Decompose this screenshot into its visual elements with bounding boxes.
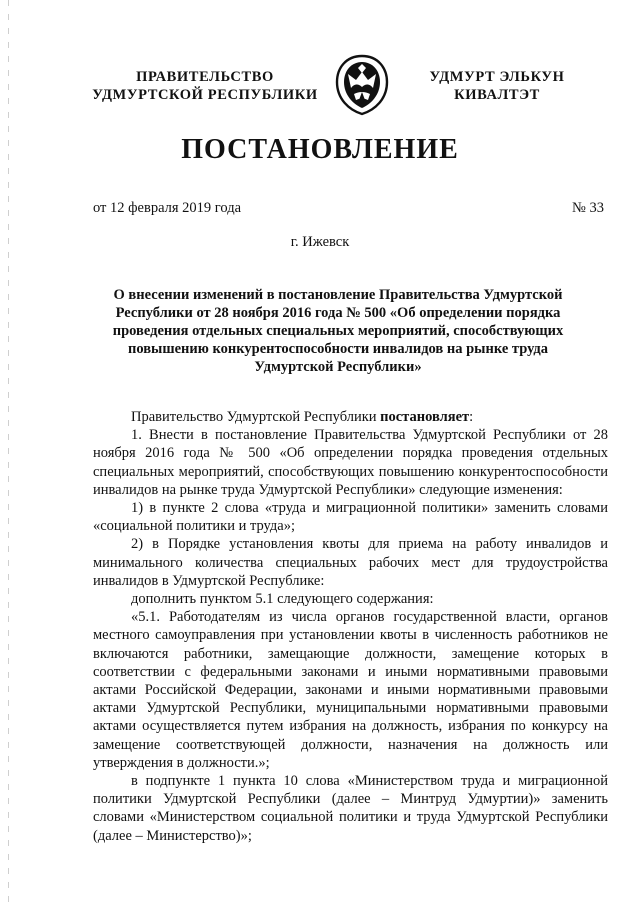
body-paragraph: 2) в Порядке установления квоты для приема на работу инвалидов и минимального количества специальных рабочих мест для трудоустройства инвалидов в Удмуртской Республике:: [93, 536, 608, 589]
body-paragraph: в подпункте 1 пункта 10 слова «Министерством труда и миграционной политики Удмуртской Республики (далее – Минтруд Удмуртии)» заменить словами «Министерством социальной политики и труда Удмуртской Республики (далее – Министерство)»;: [93, 773, 608, 844]
document-city: г. Ижевск: [290, 234, 350, 250]
document-number: № 33: [572, 200, 604, 216]
header-left-line1: ПРАВИТЕЛЬСТВО: [136, 69, 274, 85]
document-body: [93, 408, 608, 845]
header-left: [80, 68, 330, 104]
header-right-line2: КИВАЛТЭТ: [454, 87, 540, 103]
coat-of-arms-icon: [334, 54, 390, 116]
intro-prefix: Правительство Удмуртской Республики: [131, 409, 381, 425]
document-subject: О внесении изменений в постановление Правительства Удмуртской Республики от 28 ноября 2016 года № 500 «Об определении порядка проведения отдельных специальных мероприятий, способствующих повышению конкурентоспособности инвалидов на рынке труда Удмуртской Республики»: [112, 287, 564, 375]
header-left-line2: УДМУРТСКОЙ РЕСПУБЛИКИ: [92, 87, 318, 103]
body-paragraph: 1. Внести в постановление Правительства Удмуртской Республики от 28 ноября 2016 года № 500 «Об определении порядка проведения отдельных специальных мероприятий, способствующих повышению конкурентоспособности инвалидов на рынке труда Удмуртской Республики» следующие изменения:: [93, 427, 608, 498]
header-right-line1: УДМУРТ ЭЛЬКУН: [429, 69, 565, 85]
intro-bold: постановляет: [380, 409, 470, 425]
header-right: [412, 68, 582, 104]
intro-paragraph: [93, 408, 608, 426]
body-paragraph: 1) в пункте 2 слова «труда и миграционной политики» заменить словами «социальной политики и труда»;: [93, 500, 608, 535]
body-paragraph: дополнить пунктом 5.1 следующего содержания:: [131, 591, 434, 608]
body-paragraph: «5.1. Работодателям из числа органов государственной власти, органов местного самоуправления при установлении квоты в численность работников не включаются работники, замещающие должности, замещение которых в соответствии с федеральными законами и иными нормативными правовыми актами Российской Федерации, законами и иными нормативными правовыми актами Удмуртской Республики, муниципальными нормативными правовыми актами осуществляется путем избрания на должность, избрания по конкурсу на замещение соответствующей должности, назначения на должность или утверждения в должности.»;: [93, 609, 608, 771]
document-title: ПОСТАНОВЛЕНИЕ: [181, 134, 459, 165]
intro-suffix: :: [469, 409, 474, 425]
document-date: от 12 февраля 2019 года: [93, 200, 242, 216]
